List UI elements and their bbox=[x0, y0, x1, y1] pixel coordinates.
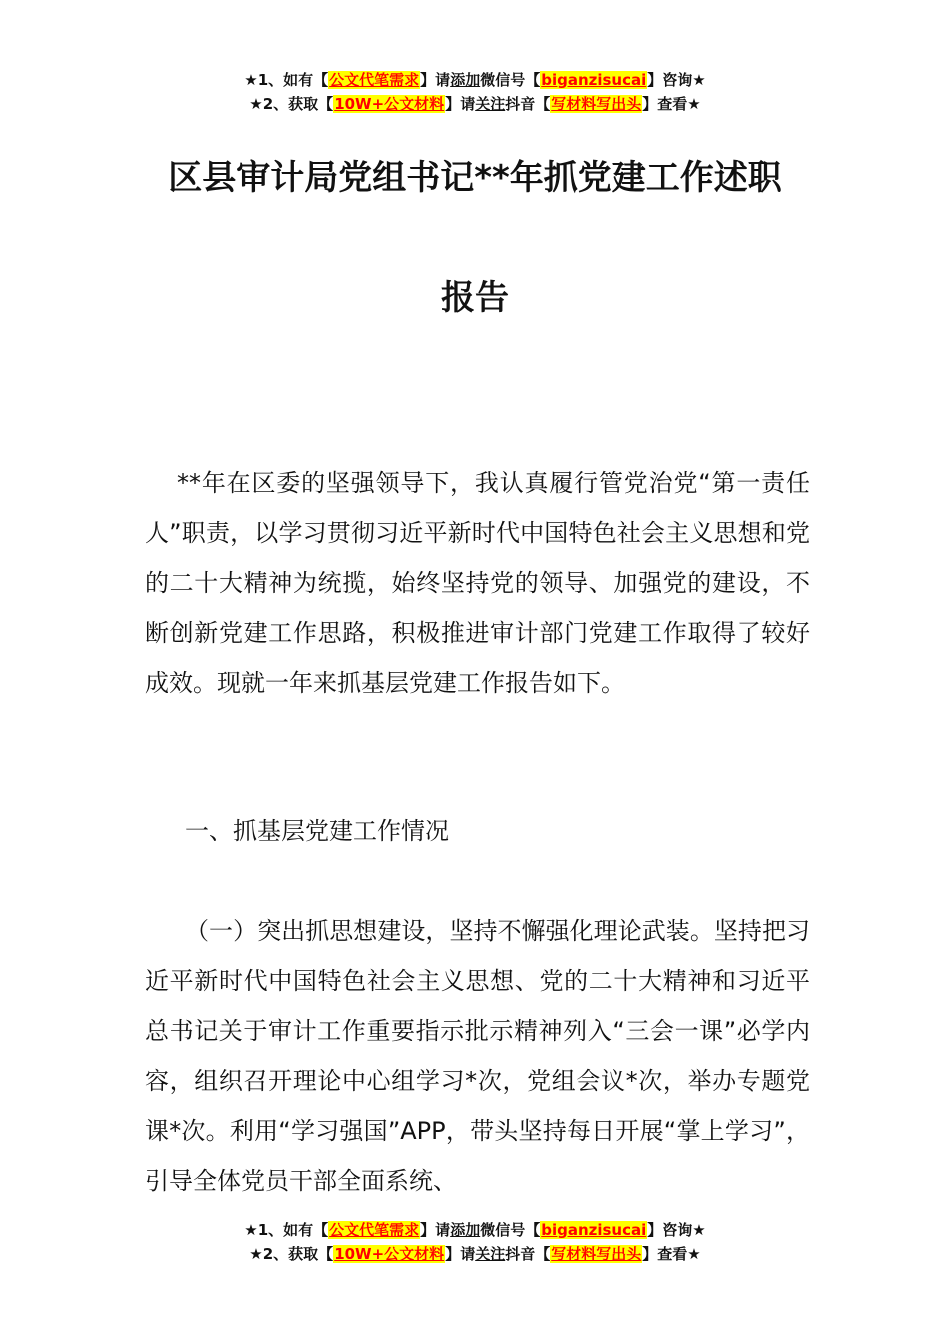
document-title-line-1: 区县审计局党组书记**年抓党建工作述职 bbox=[168, 158, 782, 198]
intro-paragraph: **年在区委的坚强领导下，我认真履行管党治党“第一责任人”职责，以学习贯彻习近平新时代中国特色社会主义思想和党的二十大精神为统揽，始终坚持党的领导、加强党的建设，不断创新党建工作思路，积极推进审计部门党建工作取得了较好成效。现就一年来抓基层党建工作报告如下。 bbox=[145, 469, 810, 697]
banner-line-2 bbox=[0, 92, 950, 116]
header-banner bbox=[0, 68, 950, 116]
banner-highlight: 公文代笔需求 bbox=[329, 1221, 420, 1239]
banner-text: 抖音【 bbox=[505, 95, 551, 113]
banner-text: 】请 bbox=[445, 1245, 476, 1263]
banner-highlight: 公文代笔需求 bbox=[329, 71, 420, 89]
banner-text: 微信号【 bbox=[480, 1221, 541, 1239]
banner-text: ★2、获取【 bbox=[249, 1245, 334, 1263]
banner-text: 】查看★ bbox=[642, 1245, 701, 1263]
banner-text: 】请 bbox=[420, 1221, 451, 1239]
banner-underlined-text: 添加 bbox=[450, 71, 481, 89]
banner-text: 】请 bbox=[445, 95, 476, 113]
banner-text: 】查看★ bbox=[642, 95, 701, 113]
section-heading: 一、抓基层党建工作情况 bbox=[185, 817, 449, 845]
body-paragraph: （一）突出抓思想建设，坚持不懈强化理论武装。坚持把习近平新时代中国特色社会主义思想、党的二十大精神和习近平总书记关于审计工作重要指示批示精神列入“三会一课”必学内容，组织召开理论中心组学习*次，党组会议*次，举办专题党课*次。利用“学习强国”APP，带头坚持每日开展“掌上学习”，引导全体党员干部全面系统、 bbox=[145, 917, 810, 1195]
banner-text: ★1、如有【 bbox=[244, 1221, 329, 1239]
banner-text: 微信号【 bbox=[480, 71, 541, 89]
banner-line-1 bbox=[0, 68, 950, 92]
banner-highlight: 写材料写出头 bbox=[551, 95, 642, 113]
banner-underlined-text: 关注 bbox=[475, 95, 506, 113]
banner-highlight: 10W+公文材料 bbox=[334, 1245, 445, 1263]
banner-highlight: 写材料写出头 bbox=[551, 1245, 642, 1263]
banner-text: 】咨询★ bbox=[647, 1221, 706, 1239]
banner-text: 】咨询★ bbox=[647, 71, 706, 89]
banner-highlight: biganzisucai bbox=[541, 1221, 647, 1239]
banner-underlined-text: 添加 bbox=[450, 1221, 481, 1239]
banner-line-2 bbox=[0, 1242, 950, 1266]
banner-text: 】请 bbox=[420, 71, 451, 89]
footer-banner bbox=[0, 1218, 950, 1266]
banner-text: 抖音【 bbox=[505, 1245, 551, 1263]
banner-highlight: 10W+公文材料 bbox=[334, 95, 445, 113]
document-title-line-2: 报告 bbox=[441, 278, 509, 318]
banner-line-1 bbox=[0, 1218, 950, 1242]
banner-text: ★1、如有【 bbox=[244, 71, 329, 89]
banner-highlight: biganzisucai bbox=[541, 71, 647, 89]
banner-text: ★2、获取【 bbox=[249, 95, 334, 113]
banner-underlined-text: 关注 bbox=[475, 1245, 506, 1263]
